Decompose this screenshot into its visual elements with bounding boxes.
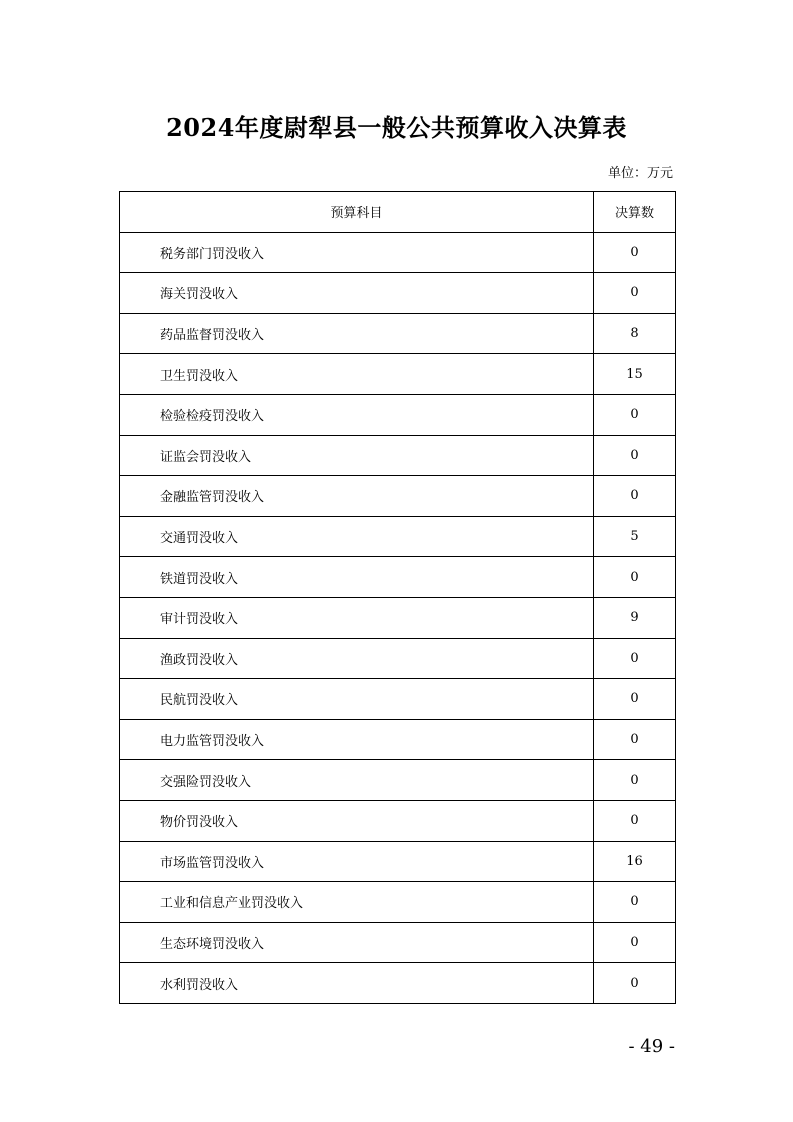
row-item-amount: 0	[594, 435, 676, 476]
table-row	[120, 476, 676, 517]
row-item-amount: 8	[594, 313, 676, 354]
row-item-name: 审计罚没收入	[120, 597, 594, 638]
row-item-amount: 0	[594, 882, 676, 923]
table-row	[120, 273, 676, 314]
table-row	[120, 232, 676, 273]
row-item-name: 电力监管罚没收入	[120, 719, 594, 760]
table-row	[120, 394, 676, 435]
budget-table	[119, 191, 676, 1004]
row-item-name: 海关罚没收入	[120, 273, 594, 314]
row-item-name: 民航罚没收入	[120, 679, 594, 720]
table-row	[120, 760, 676, 801]
row-item-amount: 15	[594, 354, 676, 395]
table-row	[120, 963, 676, 1004]
row-item-amount: 0	[594, 800, 676, 841]
page-title: 2024年度尉犁县一般公共预算收入决算表	[166, 113, 627, 142]
row-item-amount: 0	[594, 760, 676, 801]
row-item-amount: 0	[594, 963, 676, 1004]
table-header-row	[120, 192, 676, 233]
table-row	[120, 882, 676, 923]
table-row	[120, 679, 676, 720]
row-item-name: 生态环境罚没收入	[120, 922, 594, 963]
row-item-name: 物价罚没收入	[120, 800, 594, 841]
row-item-amount: 0	[594, 476, 676, 517]
row-item-amount: 0	[594, 557, 676, 598]
table-row	[120, 557, 676, 598]
table-row	[120, 638, 676, 679]
row-item-name: 渔政罚没收入	[120, 638, 594, 679]
header-budget-item: 预算科目	[120, 192, 594, 233]
table-row	[120, 841, 676, 882]
row-item-name: 药品监督罚没收入	[120, 313, 594, 354]
table-row	[120, 516, 676, 557]
table-row	[120, 597, 676, 638]
table-row	[120, 800, 676, 841]
row-item-amount: 0	[594, 719, 676, 760]
table-row	[120, 435, 676, 476]
row-item-name: 金融监管罚没收入	[120, 476, 594, 517]
unit-label: 单位：万元	[607, 166, 673, 181]
table-row	[120, 922, 676, 963]
row-item-amount: 0	[594, 232, 676, 273]
row-item-amount: 0	[594, 638, 676, 679]
row-item-name: 水利罚没收入	[120, 963, 594, 1004]
row-item-name: 铁道罚没收入	[120, 557, 594, 598]
row-item-name: 卫生罚没收入	[120, 354, 594, 395]
header-final-amount: 决算数	[594, 192, 676, 233]
row-item-name: 交通罚没收入	[120, 516, 594, 557]
row-item-amount: 0	[594, 394, 676, 435]
table-row	[120, 719, 676, 760]
row-item-name: 交强险罚没收入	[120, 760, 594, 801]
row-item-amount: 9	[594, 597, 676, 638]
row-item-name: 证监会罚没收入	[120, 435, 594, 476]
row-item-name: 检验检疫罚没收入	[120, 394, 594, 435]
row-item-amount: 16	[594, 841, 676, 882]
row-item-amount: 0	[594, 679, 676, 720]
page-number: - 49 -	[628, 1036, 675, 1057]
row-item-amount: 5	[594, 516, 676, 557]
row-item-amount: 0	[594, 922, 676, 963]
row-item-name: 市场监管罚没收入	[120, 841, 594, 882]
table-row	[120, 313, 676, 354]
row-item-name: 税务部门罚没收入	[120, 232, 594, 273]
table-row	[120, 354, 676, 395]
row-item-name: 工业和信息产业罚没收入	[120, 882, 594, 923]
row-item-amount: 0	[594, 273, 676, 314]
